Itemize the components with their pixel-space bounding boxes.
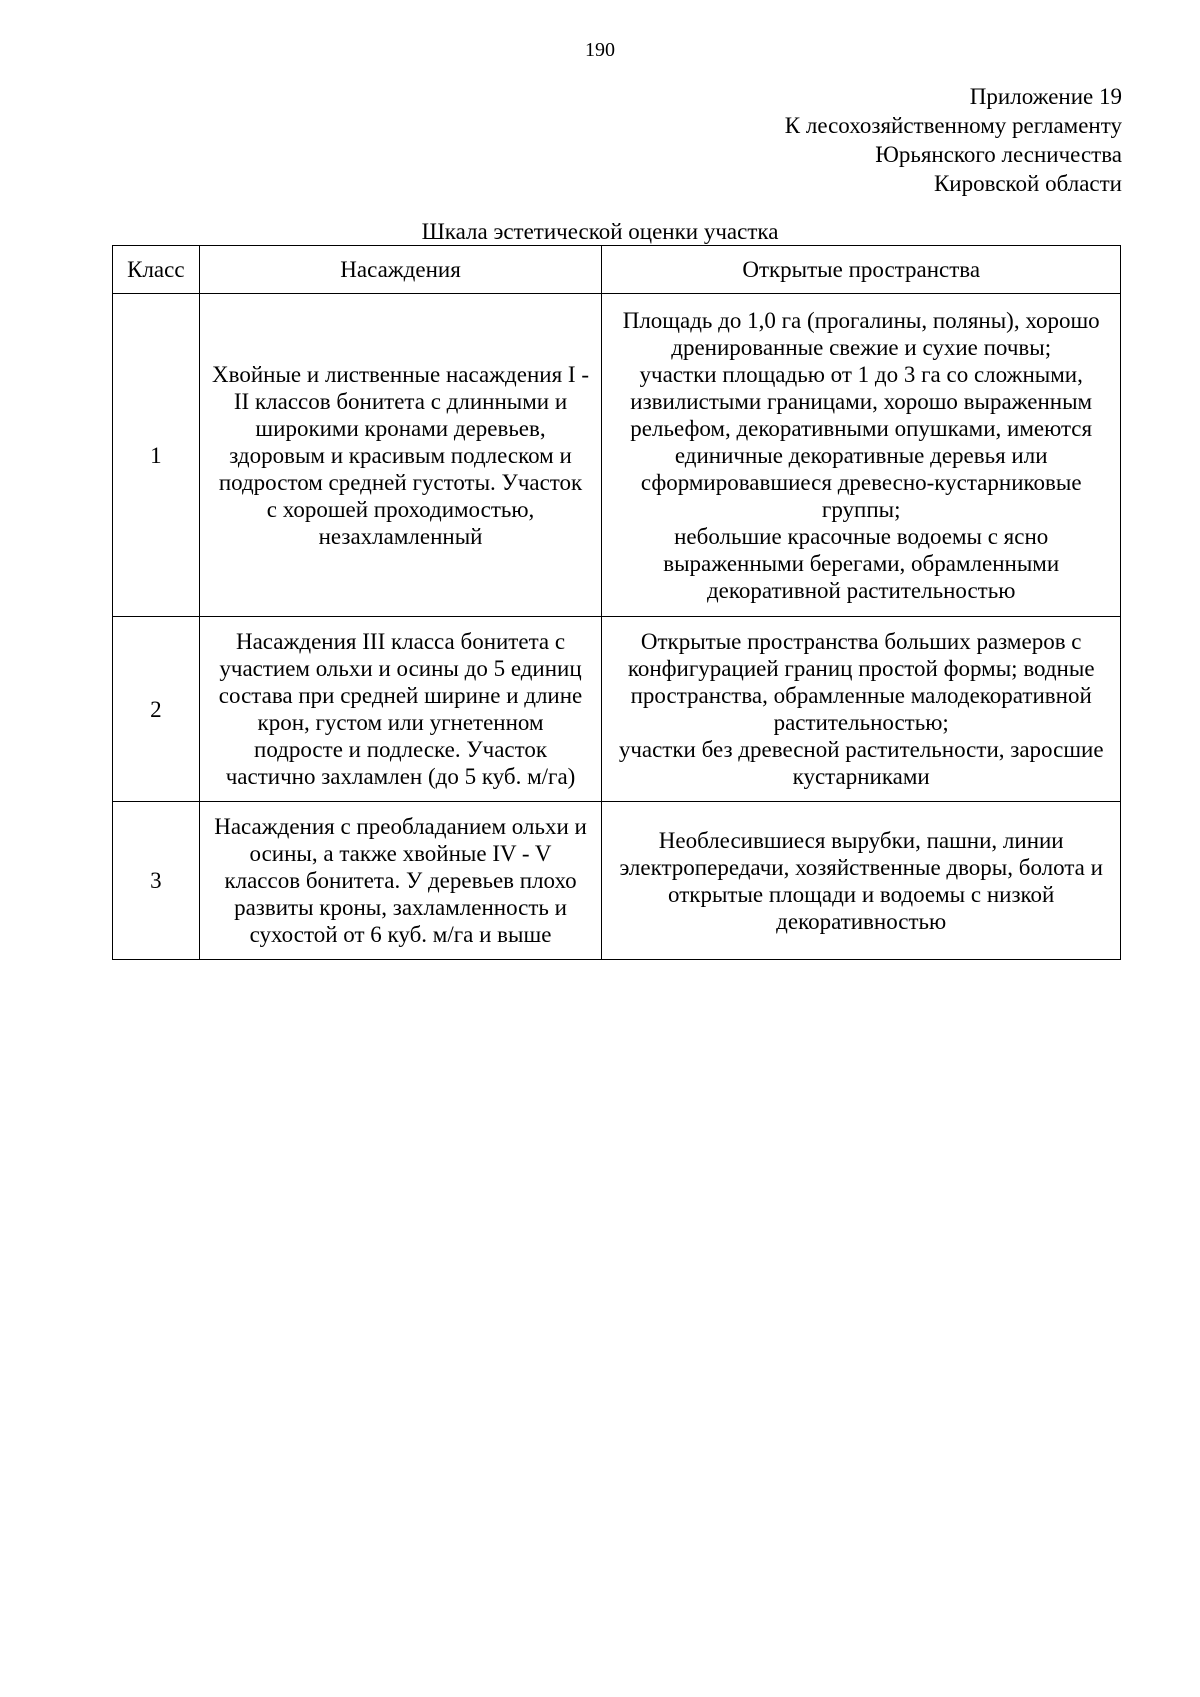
appendix-line: Юрьянского лесничества (875, 142, 1122, 167)
cell-line: развиты кроны, захламленность и (234, 895, 567, 920)
appendix-line: К лесохозяйственному регламенту (784, 113, 1122, 138)
table-row (113, 617, 1121, 802)
cell-line: участки без древесной растительности, заросшие (618, 737, 1104, 762)
cell-line: II классов бонитета с длинными и (233, 388, 568, 414)
cell-line: декоративной растительностью (706, 577, 1016, 603)
appendix-line: Приложение 19 (969, 84, 1122, 109)
cell-line: Насаждения III класса бонитета с (235, 629, 566, 654)
cell-line: крон, густом или угнетенном (257, 710, 544, 735)
cell-line: частично захламлен (до 5 куб. м/га) (225, 764, 576, 789)
cell-class: 3 (113, 802, 200, 960)
cell-line: растительностью; (773, 710, 949, 735)
cell-line: подросте и подлеске. Участок (254, 737, 548, 762)
cell-line: пространства, обрамленные малодекоративной (630, 683, 1092, 708)
cell-line: рельефом, декоративными опушками, имеются (630, 415, 1093, 441)
cell-class: 2 (113, 617, 200, 802)
cell-line: участием ольхи и осины до 5 единиц (219, 656, 582, 681)
cell-line: Хвойные и лиственные насаждения I - (212, 361, 589, 387)
cell-line: здоровым и красивым подлеском и (229, 442, 572, 468)
table-title: Шкала эстетической оценки участка (421, 219, 779, 244)
table-header-row (113, 246, 1121, 294)
table-row (113, 294, 1121, 617)
cell-line: Открытые пространства больших размеров с (640, 629, 1082, 654)
cell-line: широкими кронами деревьев, (255, 415, 546, 441)
cell-line: декоративностью (776, 908, 947, 934)
appendix-header (785, 82, 1122, 198)
cell-line: электропередачи, хозяйственные дворы, болота и (619, 854, 1103, 880)
cell-line: участки площадью от 1 до 3 га со сложными, (639, 361, 1083, 387)
cell-open-spaces (602, 617, 1121, 802)
cell-plantings (199, 617, 602, 802)
cell-line: Площадь до 1,0 га (прогалины, поляны), хорошо (622, 307, 1100, 333)
header-plantings: Насаждения (199, 246, 602, 294)
cell-line: сформировавшиеся древесно-кустарниковые (640, 469, 1082, 495)
cell-line: Насаждения с преобладанием ольхи и (214, 814, 587, 839)
cell-line: кустарниками (792, 764, 930, 789)
header-class: Класс (113, 246, 200, 294)
cell-line: подростом средней густоты. Участок (218, 469, 583, 495)
header-open-spaces: Открытые пространства (602, 246, 1121, 294)
cell-line: сухостой от 6 куб. м/га и выше (249, 922, 552, 947)
aesthetic-scale-table (112, 245, 1121, 960)
cell-line: выраженными берегами, обрамленными (663, 550, 1060, 576)
cell-line: группы; (821, 496, 901, 522)
cell-plantings (199, 802, 602, 960)
cell-class: 1 (113, 294, 200, 617)
cell-line: дренированные свежие и сухие почвы; (671, 334, 1052, 360)
cell-line: незахламленный (318, 523, 483, 549)
appendix-line: Кировской области (933, 171, 1122, 196)
page-number: 190 (585, 39, 615, 61)
cell-line: состава при средней ширине и длине (218, 683, 583, 708)
cell-line: единичные декоративные деревья или (674, 442, 1048, 468)
cell-line: открытые площади и водоемы с низкой (668, 881, 1055, 907)
cell-open-spaces (602, 294, 1121, 617)
cell-line: небольшие красочные водоемы с ясно (674, 523, 1049, 549)
cell-line: Необлесившиеся вырубки, пашни, линии (658, 827, 1064, 853)
cell-line: осины, а также хвойные IV - V (249, 841, 552, 866)
cell-line: конфигурацией границ простой формы; водные (627, 656, 1095, 681)
cell-plantings (199, 294, 602, 617)
table-row (113, 802, 1121, 960)
cell-line: извилистыми границами, хорошо выраженным (630, 388, 1093, 414)
cell-line: с хорошей проходимостью, (266, 496, 535, 522)
cell-line: классов бонитета. У деревьев плохо (224, 868, 577, 893)
cell-open-spaces (602, 802, 1121, 960)
